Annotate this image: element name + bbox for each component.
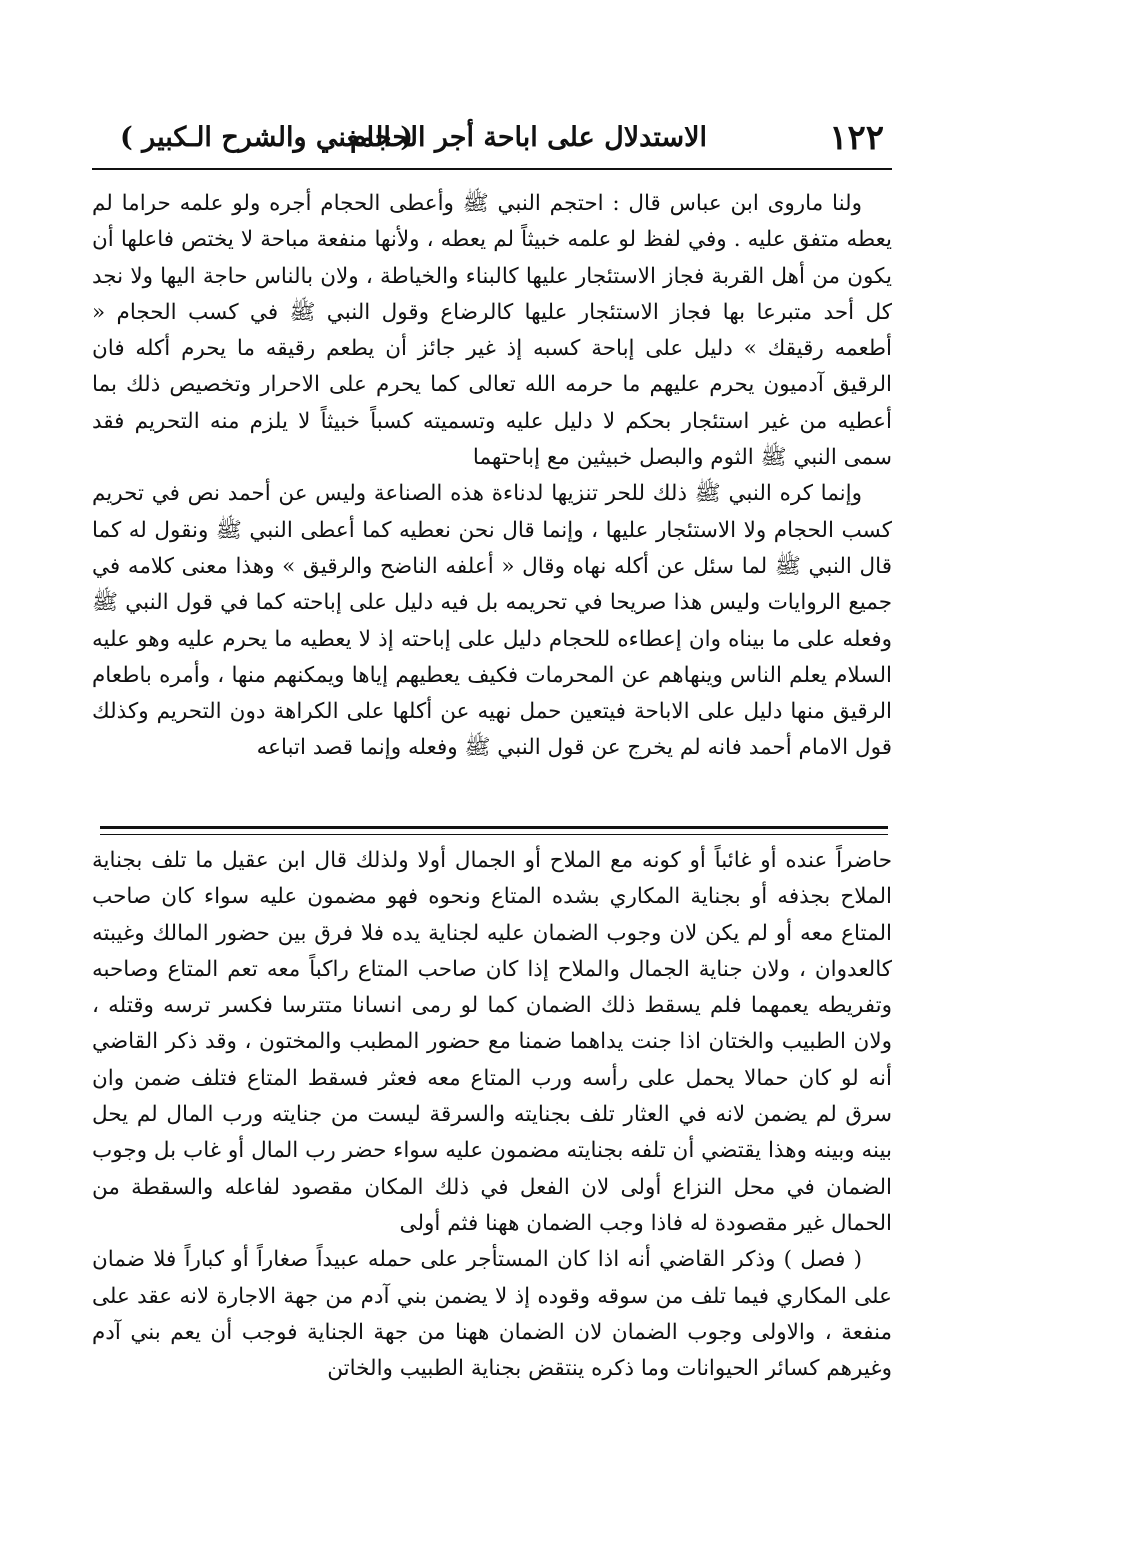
book-page <box>92 118 892 1518</box>
header-rule <box>92 168 892 170</box>
main-paragraph: ولنا ماروى ابن عباس قال : احتجم النبي ﷺ وأعطى الحجام أجره ولو علمه حراما لم يعطه متفق عليه . وفي لفظ لو علمه خبيثاً لم يعطه ، ولأنها منفعة مباحة لا يختص فاعلها أن يكون من أهل القربة فجاز الاستئجار عليها كالبناء والخياطة ، ولان بالناس حاجة اليها ولا نجد كل أحد متبرعا بها فجاز الاستئجار عليها كالرضاع وقول النبي ﷺ في كسب الحجام « أطعمه رقيقك » دليل على إباحة كسبه إذ غير جائز أن يطعم رقيقه ما يحرم أكله فان الرقيق آدميون يحرم عليهم ما حرمه الله تعالى كما يحرم على الاحرار وتخصيص ذلك بما أعطيه من غير استئجار بحكم لا دليل عليه وتسميته كسباً خبيثاً لا يلزم منه التحريم فقد سمى النبي ﷺ الثوم والبصل خبيثين مع إباحتهما <box>92 191 892 471</box>
commentary-paragraph: حاضراً عنده أو غائباً أو كونه مع الملاح أو الجمال أولا ولذلك قال ابن عقيل ما تلف بجناية الملاح بجذفه أو بجناية المكاري بشده المتاع ونحوه فهو مضمون عليه سواء كان صاحب المتاع معه أو لم يكن لان وجوب الضمان عليه لجناية يده فلا فرق بين حضور المالك وغيبته كالعدوان ، ولان جناية الجمال والملاح إذا كان صاحب المتاع راكباً معه تعم المتاع وصاحبه وتفريطه يعمهما فلم يسقط ذلك الضمان كما لو رمى انسانا متترسا فكسر ترسه وقتله ، ولان الطبيب والختان اذا جنت يداهما ضمنا مع حضور المطبب والمختون ، وقد ذكر القاضي أنه لو كان حمالا يحمل على رأسه ورب المتاع معه فعثر فسقط المتاع فتلف ضمن وان سرق لم يضمن لانه في العثار تلف بجنايته والسرقة ليست من جنايته ورب المال لم يحل بينه وبينه وهذا يقتضي أن تلفه بجنايته مضمون عليه سواء حضر رب المال أو غاب بل وجوب الضمان في محل النزاع أولى لان الفعل في ذلك المكان مقصود لفاعله والسقطة من الحمال غير مقصودة له فاذا وجب الضمان ههنا فثم أولى <box>92 848 892 1236</box>
page-running-title: الاستدلال على اباحة أجر الحجام <box>349 122 707 153</box>
commentary-text-section <box>92 843 892 1503</box>
page-number: ١٢٢ <box>829 118 884 158</box>
page-header <box>92 118 892 166</box>
book-title: ( المغني والشرح الـكبير ) <box>120 122 414 153</box>
commentary-paragraph: ( فصل ) وذكر القاضي أنه اذا كان المستأجر على حمله عبيداً صغاراً أو كباراً فلا ضمان على المكاري فيما تلف من سوقه وقوده إذ لا يضمن بني آدم من جهة الاجارة لانه عقد على منفعة ، والاولى وجوب الضمان لان الضمان ههنا من جهة الجناية فوجب أن يعم بني آدم وغيرهم كسائر الحيوانات وما ذكره ينتقض بجناية الطبيب والخاتن <box>92 1247 892 1382</box>
main-text-section <box>92 186 892 826</box>
section-divider <box>100 826 888 835</box>
main-paragraph: وإنما كره النبي ﷺ ذلك للحر تنزيها لدناءة هذه الصناعة وليس عن أحمد نص في تحريم كسب الحجام ولا الاستئجار عليها ، وإنما قال نحن نعطيه كما أعطى النبي ﷺ ونقول له كما قال النبي ﷺ لما سئل عن أكله نهاه وقال « أعلفه الناضح والرقيق » وهذا معنى كلامه في جميع الروايات وليس هذا صريحا في تحريمه بل فيه دليل على إباحته كما في قول النبي ﷺ وفعله على ما بيناه وان إعطاءه للحجام دليل على إباحته إذ لا يعطيه ما يحرم عليه وهو عليه السلام يعلم الناس وينهاهم عن المحرمات فكيف يعطيهم إياها ويمكنهم منها ، وأمره باطعام الرقيق منها دليل على الاباحة فيتعين حمل نهيه عن أكلها على الكراهة دون التحريم وكذلك قول الامام أحمد فانه لم يخرج عن قول النبي ﷺ وفعله وإنما قصد اتباعه <box>92 481 892 761</box>
